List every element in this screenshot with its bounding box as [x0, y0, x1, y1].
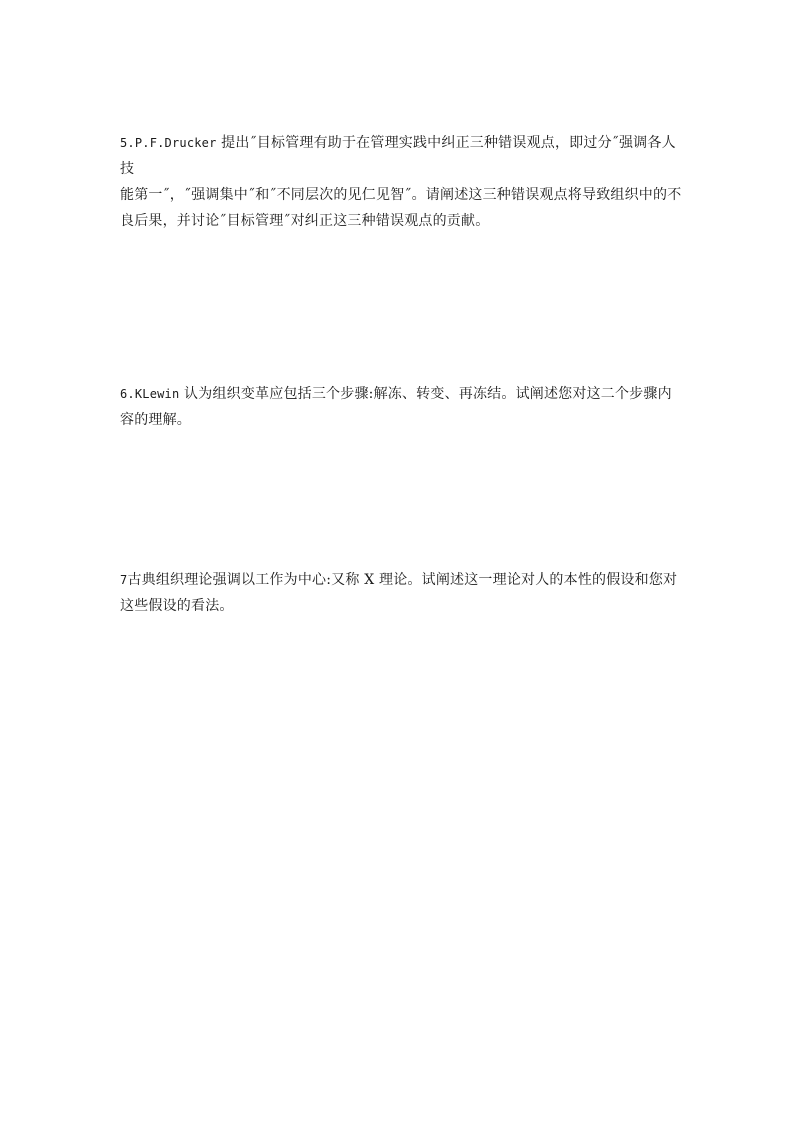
question-text: 提出˝目标管理有助于在管理实践中纠正三种错误观点，即过分˝强调各人: [216, 135, 676, 151]
question-text: 良后果，并讨论˝目标管理˝对纠正这三种错误观点的贡献。: [120, 213, 490, 229]
question-7: [120, 567, 680, 619]
question-6: [120, 381, 680, 433]
question-number: 7: [120, 573, 128, 587]
question-number: 5.P.F.Drucker: [120, 136, 217, 150]
question-5: [120, 130, 680, 234]
question-line: [120, 130, 680, 156]
question-text: 这些假设的看法。: [120, 598, 234, 614]
question-text: 古典组织理论强调以工作为中心:又称 X 理论。试阐述这一理论对人的本性的假设和您对: [127, 572, 678, 588]
question-line: [120, 593, 680, 619]
question-text: 容的理解。: [120, 412, 191, 428]
question-text: 技: [120, 161, 135, 177]
question-line: [120, 567, 680, 593]
question-line: [120, 156, 680, 182]
question-number: 6.KLewin: [120, 387, 180, 401]
question-line: [120, 407, 680, 433]
question-line: [120, 381, 680, 407]
question-text: 能第一˝，˝强调集中˝和˝不同层次的见仁见智˝。请阐述这三种错误观点将导致组织中的不: [120, 187, 682, 203]
question-text: 认为组织变革应包括三个步骤:解冻、转变、再冻结。试阐述您对这二个步骤内: [179, 386, 672, 402]
question-line: [120, 182, 680, 208]
question-line: [120, 208, 680, 234]
